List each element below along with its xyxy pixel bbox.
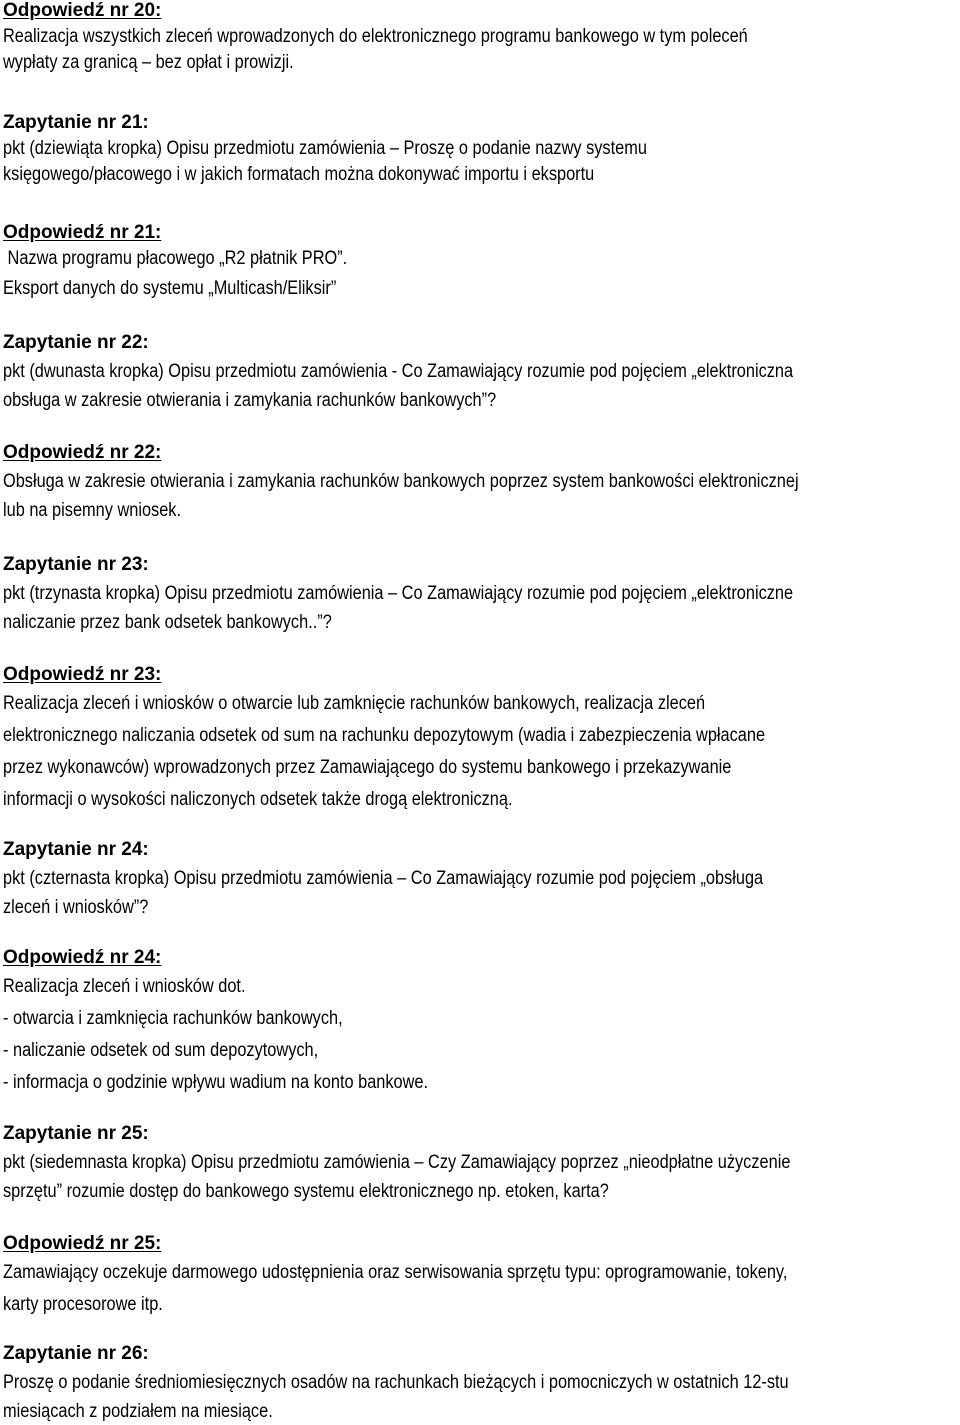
text-line: informacji o wysokości naliczonych odsetek także drogą elektroniczną. — [3, 789, 513, 810]
answer-heading: Odpowiedź nr 24: — [3, 947, 162, 968]
text-line: pkt (dziewiąta kropka) Opisu przedmiotu zamówienia – Proszę o podanie nazwy systemu — [3, 138, 647, 159]
text-line: pkt (dwunasta kropka) Opisu przedmiotu zamówienia - Co Zamawiający rozumie pod pojęciem „elektroniczna — [3, 361, 794, 382]
question-21 — [3, 110, 958, 188]
answer-21 — [3, 220, 958, 302]
text-line: pkt (trzynasta kropka) Opisu przedmiotu zamówienia – Co Zamawiający rozumie pod pojęciem „elektroniczne — [3, 583, 794, 604]
question-22 — [3, 330, 958, 414]
question-heading: Zapytanie nr 25: — [3, 1123, 149, 1144]
answer-22 — [3, 440, 958, 524]
question-heading: Zapytanie nr 23: — [3, 554, 149, 575]
text-line: księgowego/płacowego i w jakich formatach można dokonywać importu i eksportu — [3, 164, 595, 185]
text-line: Eksport danych do systemu „Multicash/Eliksir” — [3, 278, 337, 299]
question-23 — [3, 552, 958, 636]
answer-heading: Odpowiedź nr 21: — [3, 222, 162, 243]
text-line: miesiącach z podziałem na miesiące. — [3, 1401, 273, 1422]
question-heading: Zapytanie nr 21: — [3, 112, 149, 133]
text-line: pkt (siedemnasta kropka) Opisu przedmiotu zamówienia – Czy Zamawiający poprzez „nieodpłatne użyczenie — [3, 1152, 791, 1173]
text-line: Proszę o podanie średniomiesięcznych osadów na rachunkach bieżących i pomocniczych w ostatnich 12-stu — [3, 1372, 789, 1393]
answer-heading: Odpowiedź nr 25: — [3, 1233, 162, 1254]
text-line: przez wykonawców) wprowadzonych przez Zamawiającego do systemu bankowego i przekazywanie — [3, 757, 732, 778]
text-line: obsługa w zakresie otwierania i zamykania rachunków bankowych”? — [3, 390, 497, 411]
text-line: naliczanie przez bank odsetek bankowych..”? — [3, 612, 332, 633]
text-line: zleceń i wniosków”? — [3, 897, 149, 918]
text-line: wypłaty za granicą – bez opłat i prowizji. — [3, 52, 294, 73]
text-line: - otwarcia i zamknięcia rachunków bankowych, — [3, 1008, 343, 1029]
answer-20 — [3, 0, 958, 76]
text-line: sprzętu” rozumie dostęp do bankowego systemu elektronicznego np. etoken, karta? — [3, 1181, 609, 1202]
question-25 — [3, 1121, 958, 1205]
text-line: Realizacja wszystkich zleceń wprowadzonych do elektronicznego programu bankowego w tym poleceń — [3, 26, 748, 47]
answer-heading: Odpowiedź nr 20: — [3, 0, 162, 21]
text-line: - informacja o godzinie wpływu wadium na konto bankowe. — [3, 1072, 429, 1093]
question-heading: Zapytanie nr 26: — [3, 1343, 149, 1364]
text-line: Realizacja zleceń i wniosków o otwarcie lub zamknięcie rachunków bankowych, realizacja zleceń — [3, 693, 706, 714]
question-heading: Zapytanie nr 22: — [3, 332, 149, 353]
text-line: Realizacja zleceń i wniosków dot. — [3, 976, 246, 997]
text-line: karty procesorowe itp. — [3, 1294, 163, 1315]
answer-24 — [3, 945, 958, 1099]
text-line: elektronicznego naliczania odsetek od sum na rachunku depozytowym (wadia i zabezpieczenia wpłacane — [3, 725, 766, 746]
question-24 — [3, 837, 958, 921]
text-line: pkt (czternasta kropka) Opisu przedmiotu zamówienia – Co Zamawiający rozumie pod pojęciem „obsługa — [3, 868, 764, 889]
text-line: - naliczanie odsetek od sum depozytowych, — [3, 1040, 319, 1061]
text-line: Obsługa w zakresie otwierania i zamykania rachunków bankowych poprzez system bankowości elektronicznej — [3, 471, 799, 492]
question-heading: Zapytanie nr 24: — [3, 839, 149, 860]
text-line: Zamawiający oczekuje darmowego udostępnienia oraz serwisowania sprzętu typu: oprogramowanie, tokeny, — [3, 1262, 788, 1283]
question-26 — [3, 1341, 958, 1425]
answer-heading: Odpowiedź nr 22: — [3, 442, 162, 463]
text-line: lub na pisemny wniosek. — [3, 500, 182, 521]
answer-heading: Odpowiedź nr 23: — [3, 664, 162, 685]
answer-23 — [3, 662, 958, 816]
answer-25 — [3, 1231, 958, 1321]
text-line: Nazwa programu płacowego „R2 płatnik PRO”. — [3, 248, 348, 269]
